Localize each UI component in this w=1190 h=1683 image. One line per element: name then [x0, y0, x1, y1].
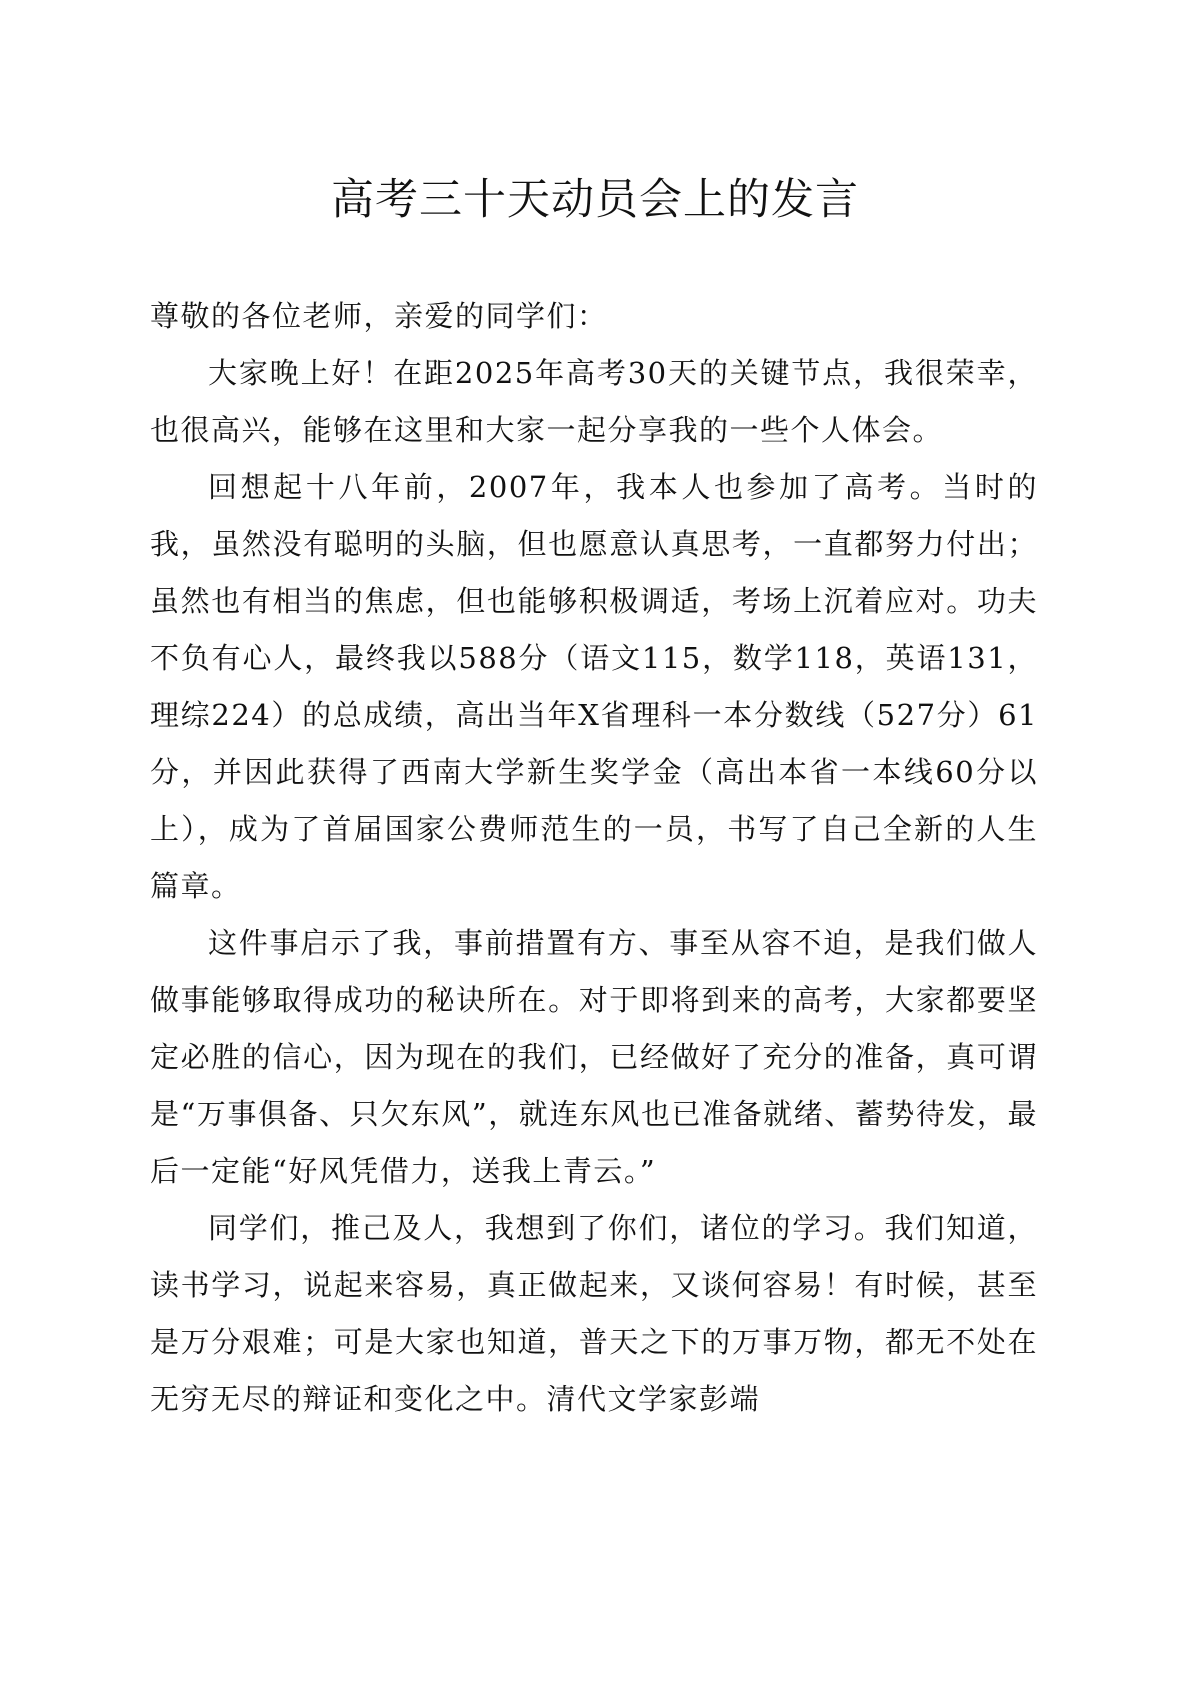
- document-title: 高考三十天动员会上的发言: [331, 175, 859, 225]
- paragraph-greeting: 大家晚上好！在距2025年高考30天的关键节点，我很荣幸，也很高兴，能够在这里和大家一起分享我的一些个人体会。: [150, 356, 1038, 447]
- paragraph-study: 同学们，推己及人，我想到了你们，诸位的学习。我们知道，读书学习，说起来容易，真正做起来，又谈何容易！有时候，甚至是万分艰难；可是大家也知道，普天之下的万事万物，都无不处在无穷无尽的辩证和变化之中。清代文学家彭端: [150, 1211, 1038, 1416]
- salutation: 尊敬的各位老师，亲爱的同学们：: [150, 299, 608, 333]
- paragraph-lesson: 这件事启示了我，事前措置有方、事至从容不迫，是我们做人做事能够取得成功的秘诀所在。对于即将到来的高考，大家都要坚定必胜的信心，因为现在的我们，已经做好了充分的准备，真可谓是“万事俱备、只欠东风”，就连东风也已准备就绪、蓄势待发，最后一定能“好风凭借力，送我上青云。”: [150, 926, 1038, 1188]
- paragraph-recollection: 回想起十八年前，2007年，我本人也参加了高考。当时的我，虽然没有聪明的头脑，但也愿意认真思考，一直都努力付出；虽然也有相当的焦虑，但也能够积极调适，考场上沉着应对。功夫不负有心人，最终我以588分（语文115，数学118，英语131，理综224）的总成绩，高出当年X省理科一本分数线（527分）61分，并因此获得了西南大学新生奖学金（高出本省一本线60分以上），成为了首届国家公费师范生的一员，书写了自己全新的人生篇章。: [150, 470, 1038, 903]
- document-body: [150, 288, 1038, 1428]
